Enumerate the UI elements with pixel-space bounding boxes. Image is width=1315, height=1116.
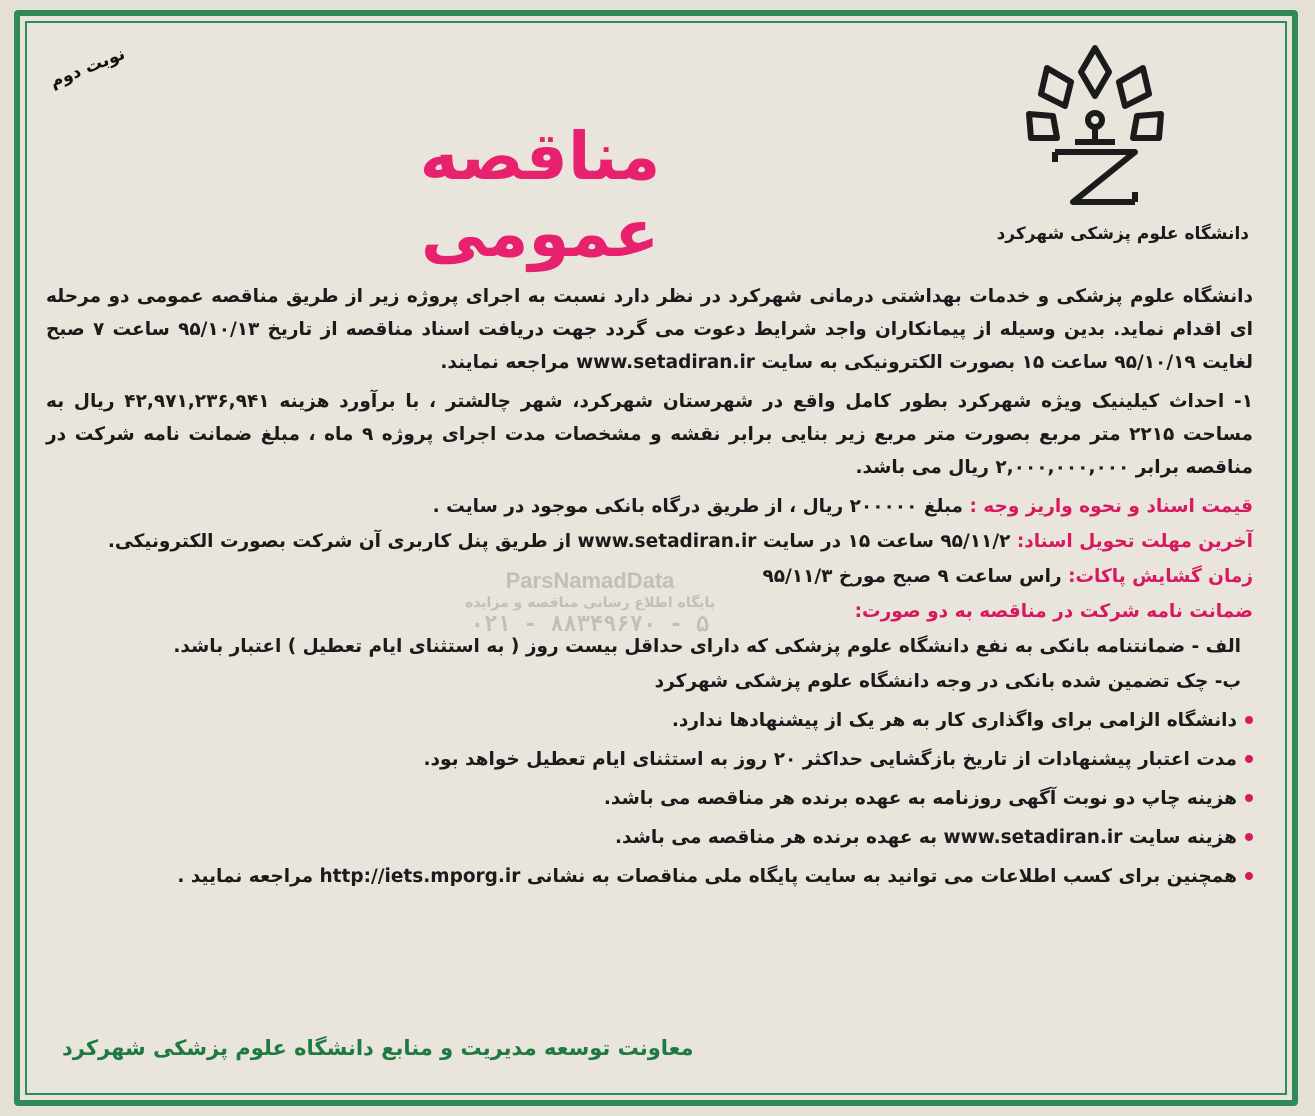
- issuer-signature: معاونت توسعه مدیریت و منابع دانشگاه علوم پزشکی شهرکرد: [62, 1036, 694, 1060]
- list-item: همچنین برای کسب اطلاعات می توانید به سایت پایگاه ملی مناقصات به نشانی http://iets.mporg.ir مراجعه نمایید .: [46, 860, 1253, 893]
- guarantee-option-a: الف - ضمانتنامه بانکی به نفع دانشگاه علوم پزشکی که دارای حداقل بیست روز ( به استثنای ایام تعطیل ) اعتبار باشد.: [173, 636, 1241, 657]
- guarantee-option-b: ب- چک تضمین شده بانکی در وجه دانشگاه علوم پزشکی شهرکرد: [654, 671, 1241, 692]
- opening-field: [46, 560, 1253, 593]
- list-item: هزینه چاپ دو نوبت آگهی روزنامه به عهده برنده هر مناقصه می باشد.: [46, 782, 1253, 815]
- university-logo: [1015, 42, 1175, 217]
- organization-name: دانشگاه علوم پزشکی شهرکرد: [996, 224, 1249, 244]
- watermark-phone: ۰۲۱ - ۸۸۳۴۹۶۷۰ - ۵: [470, 612, 710, 637]
- ad-body: [46, 280, 1253, 899]
- price-label: قیمت اسناد و نحوه واریز وجه :: [969, 496, 1253, 517]
- list-item: مدت اعتبار پیشنهادات از تاریخ بازگشایی حداکثر ۲۰ روز به استثنای ایام تعطیل خواهد بود.: [46, 743, 1253, 776]
- deadline-field: [46, 525, 1253, 558]
- opening-label: زمان گشایش پاکات:: [1068, 566, 1253, 587]
- price-value: مبلغ ۲۰۰۰۰۰ ریال ، از طریق درگاه بانکی موجود در سایت .: [432, 496, 964, 517]
- publication-round: نوبت دوم: [47, 43, 128, 93]
- project-paragraph: ۱- احداث کیلینیک ویژه شهرکرد بطور کامل واقع در شهرستان شهرکرد، شهر چالشتر ، با برآورد هزینه ۴۲,۹۷۱,۲۳۶,۹۴۱ ریال به مساحت ۲۲۱۵ متر مربع بصورت متر مربع زیر بنایی برابر نقشه و مشخصات مدت اجرای پروژه ۹ ماه ، مبلغ ضمانت نامه شرکت در مناقصه برابر ۲,۰۰۰,۰۰۰,۰۰۰ ریال می باشد.: [46, 391, 1253, 478]
- guarantee-label: ضمانت نامه شرکت در مناقصه به دو صورت:: [854, 601, 1253, 622]
- list-item: دانشگاه الزامی برای واگذاری کار به هر یک از پیشنهادها ندارد.: [46, 704, 1253, 737]
- conditions-list: [46, 704, 1253, 893]
- deadline-value: ۹۵/۱۱/۲ ساعت ۱۵ در سایت www.setadiran.ir از طریق پنل کاربری آن شرکت بصورت الکترونیکی.: [107, 531, 1011, 552]
- watermark-line: پایگاه اطلاع رسانی مناقصه و مزایده: [464, 595, 716, 611]
- list-item: هزینه سایت www.setadiran.ir به عهده برنده هر مناقصه می باشد.: [46, 821, 1253, 854]
- opening-value: راس ساعت ۹ صبح مورخ ۹۵/۱۱/۳: [762, 566, 1062, 587]
- watermark-brand: ParsNamadData: [505, 568, 675, 593]
- page-title: مناقصه عمومی: [419, 118, 661, 272]
- deadline-label: آخرین مهلت تحویل اسناد:: [1016, 531, 1253, 552]
- price-field: [46, 490, 1253, 523]
- intro-paragraph: دانشگاه علوم پزشکی و خدمات بهداشتی درمانی شهرکرد در نظر دارد نسبت به اجرای پروژه زیر از طریق مناقصه عمومی دو مرحله ای اقدام نماید. بدین وسیله از پیمانکاران واجد شرایط دعوت می گردد جهت دریافت اسناد مناقصه از تاریخ ۹۵/۱۰/۱۳ ساعت ۷ صبح لغایت ۹۵/۱۰/۱۹ ساعت ۱۵ بصورت الکترونیکی به سایت www.setadiran.ir مراجعه نمایند.: [46, 286, 1254, 373]
